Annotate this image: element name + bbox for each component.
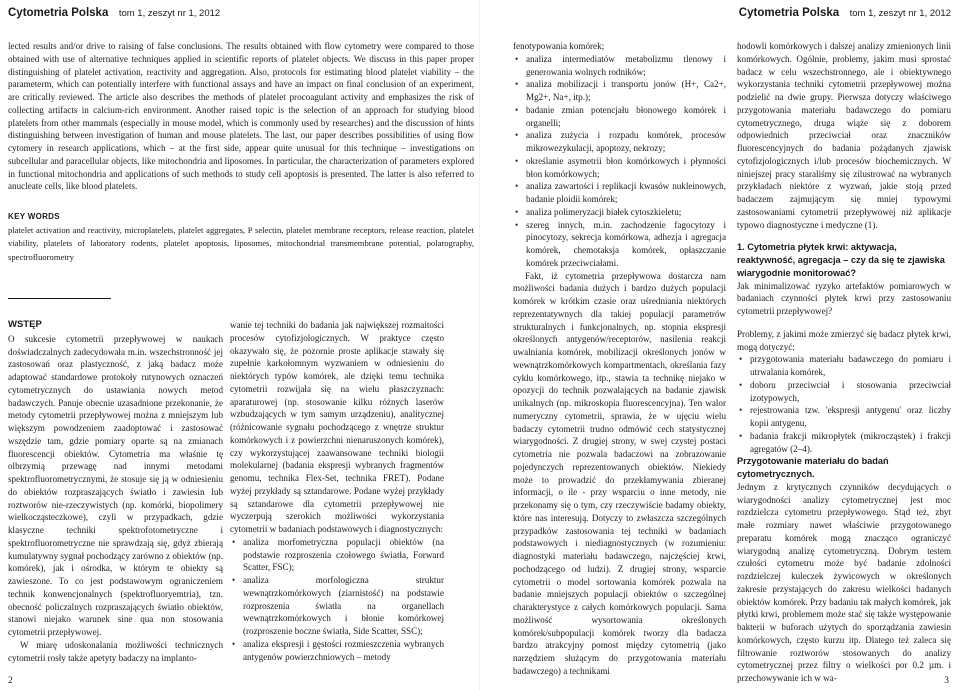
list-item: • określanie asymetrii błon komórkowych i płynności błon komórkowych;: [513, 155, 726, 181]
list-item: • analiza zużycia i rozpadu komórek, procesów mikrowezykulacji, apoptozy, nekrozy;: [513, 129, 726, 155]
running-header-right: [739, 3, 951, 25]
list-item: • szereg innych, m.in. zachodzenie fagocytozy i pinocytozy, sekrecja komórkowa, adhezja i agregacja komórek, chemotaksja komórek, opłaszczanie komórek przeciwciałami.: [513, 219, 726, 270]
left-page: [0, 0, 479, 690]
body-column-3: [513, 40, 726, 678]
list-item: • analiza ekspresji i gęstości rozmieszczenia wybranych antygenów powierzchniowych – metody: [230, 638, 444, 664]
list-lead: fenotypowania komórek;: [513, 41, 605, 51]
issue-info: tom 1, zeszyt nr 1, 2012: [849, 8, 951, 19]
bullet-list: [230, 536, 444, 664]
body-paragraph: Fakt, iż cytometria przepływowa dostarcza nam możliwości badania dużych i bardzo dużych populacji komórek w krótkim czasie oraz uśredniania niektórych reprezentatywnych dla takiej populacji parametrów strukturalnych i funkcjonalnych, np. stopnia ekspresji określonych antygenów/receptorów, nasilenia reakcji uwalniania komórek, mobilizacji określonych jonów w wewnątrzkomórkowych kompartmentach, określania fazy cyklu komórkowego, itp., stawia ta technikę niejako w opozycji do technik pozwalających na badanie zjawisk unikalnych (np. mikroskopia fluorescencyjna). Ten walor numeryczny cytometrii, sprawia, że w ujęciu wielu badaczy cytometrii trudno odmówić cech statystycznej wiarygodności. Z drugiej strony, w swej czystej postaci cytometria nie pozwala badaczowi na zobrazowanie pojedynczych reprezentowanych obiektów. Niekiedy może to prowadzić do przekłamywania zbieranej informacji, o ile - przy wsparciu o inne metody, nie przekonamy się o tym, czy rzeczywiście badamy obiekty, które nas interesują. Dotyczy to zwłaszcza szczególnych przypadków zastosowania tej techniki w badaniach podstawowych i niediagnostycznych (w rozumieniu: diagnostyki materiału badawczego, najczęściej krwi, pochodzącego od ludzi). Z drugiej strony, wsparcie cytometrii o model sortowania komórek pozwala na badanie mniejszych populacji obiektów o szczególnej charakterystyce z całych komórkowych populacji. Sama możliwość wysortowania określonych komórek/subpopulacji komórek tworzy dla badacza bardzo atrakcyjny pomost między cytometrią (jako narzędziem służącym do przygotowania materiału badawczego) a technikami: [513, 270, 726, 676]
bullet-list: [737, 353, 951, 455]
list-item: • analiza morfologiczna struktur wewnątrzkomórkowych (ziarnistość) na podstawie rozproszenia światła na organellach wewnątrzkomórkowych i błonie komórkowej (rozproszenie boczne światła, Side Scatter, SSC);: [230, 574, 444, 638]
body-paragraph: wanie tej techniki do badania jak największej rozmaitości procesów cytofizjologicznych. W praktyce często okazywało się, że pozornie proste aplikacje stawały się zupełnie karkołomnym wyzwaniem w odniesieniu do niektórych typów komórek, ale dzięki temu technika cytometrii rozwijała się na wielu płaszczyznach: aparaturowej (np. stosowanie kilku różnych laserów wzbudzających w tym samym urządzeniu), analitycznej (różnicowanie sygnału pochodzącego z wnętrze struktur komórkowych i z powierzchni nienaruszonych komórek), czy wykorzystującej zaawansowane techniki biologii molekularnej (badania ekspresji wybranych fragmentów genomu, technika Flex-Set, technika FRET). Podane wyżej przykłady są sztandarowe. Podane wyżej przykłady są sztandarowe dla cytometrii przepływowej nie wyczerpują szerokich możliwości wykorzystania cytometrii w badaniach podstawowych i diagnostycznych:: [230, 320, 444, 534]
keywords-text: platelet activation and reactivity, microplatelets, platelet aggregates, P selectin, platelet membrane receptors, release reaction, platelet viability, platelets of laboratory rodents, platelet apoptosis, liposomes, mitochondrial transmembrane potential, polarography, spectrofluorometry: [8, 225, 474, 262]
section-divider: [8, 298, 111, 299]
list-item: • przygotowania materiału badawczego do pomiaru i utrwalania komórek,: [737, 353, 951, 379]
body-paragraph: Jednym z krytycznych czynników decydujących o wiarygodności analizy cytometrycznej jest moc rozdzielcza cytometru przepływowego. Stąd też, zbyt małe rozmiary nawet właściwie przygotowanego preparatu komórek mogą znacząco ograniczyć wiarygodną analizę cytometryczną. Dobrym testem czułości cytometru może być badanie zdolności rozdzielczej kuleczek żywicowych w określonych zakresie przystających do zakresu wielkości badanych obiektów komórek. Przy badaniu tak małych komórek, jak płytki krwi, problemem może stać się także występowanie bakterii w buforach użytych do sporządzania zawiesin komórkowych, często kurzu itp. Dlatego też zaleca się filtrowanie roztworów stosowanych do analizy cytometrycznej przez filtry o wielkości por 0.2 µm. i przechowywanie ich w wa-: [737, 481, 951, 683]
section-heading-1: 1. Cytometria płytek krwi: aktywacja, reaktywność, agregacja – czy da się te zjawiska wiarygodnie monitorować?: [737, 242, 945, 278]
list-item: • badanie zmian potencjału błonowego komórek i organelli;: [513, 104, 726, 130]
list-item: • analiza mobilizacji i transportu jonów (H+, Ca2+, Mg2+, Na+, itp.);: [513, 78, 726, 104]
abstract: [8, 40, 474, 193]
journal-title: Cytometria Polska: [738, 7, 840, 19]
body-column-1: [8, 319, 223, 664]
bullet-list: [513, 53, 726, 270]
page-number-left: 2: [8, 676, 13, 686]
page-number-right: 3: [944, 676, 949, 686]
right-page: [480, 0, 959, 690]
list-item: • analiza zawartości i replikacji kwasów nukleinowych, badanie ploidii komórek;: [513, 180, 726, 206]
section-heading-2: Przygotowanie materiału do badań cytometrycznych.: [737, 456, 889, 479]
body-paragraph: O sukcesie cytometrii przepływowej w naukach doświadczalnych zadecydowała m.in. wszechstronność jej zastosowań oraz plastyczność, z jaką badacz może adaptować standardowe protokoły rutynowych oznaczeń cytometrycznych do ustawiania nowych metod badawczych. Panuje obecnie uzasadnione przekonanie, że metody cytometrii przepływowej można z mniejszym lub większym powodzeniem zaadoptować i zastosować wszędzie tam, gdzie pomiary oparte są na zmianach fluorescencji obiektów. Cytometria ma właśnie tę olbrzymią przewagę nad innymi metodami spektrofluorometrycznymi, że stosuje się ją w odniesieniu do obiektów rozpraszających światło i zawiesin lub roztworów nie-rzeczywistych (np. komórki, biopolimery wielkocząsteczkowe), czyli w przypadkach, gdzie klasyczne techniki spektrofotometryczne i spektrofluorometryczne nie sprawdzają się, gdyż zbierają kumulatywny sygnał pochodzący zarówno z obiektów (np. komórek), jak i ośrodka, w którym te obiekty są zawieszone. To co jest podstawowym ograniczeniem technik konwencjonalnych (spektrofluoryemtria), tzn. obecność policzalnych rozpraszających światło obiektów, stanowi niejako warunek sine qua non stosowania cytometrii przepływowej.: [8, 333, 223, 637]
abstract-paragraph: lected results and/or drive to raising of false conclusions. The results obtained with flow cytometry were compared to those obtained with use of alternative techniques applied in scientific reports of platelet objects. We discuss in this paper proper distinguishing of platelet activation, reactivity and aggregation. Also, protocols for estimating blood platelet viability – the parameterm, which can potentially interfere with functional assays and have an impact on final conclusion of an experiment, are critically reviewed. The article also describes the methods of platelet procoagulant activity and emphasizes the risk of collecting artifacts in calcium-rich environment. Another raised topic is the selection of an approach for studying blood platelets from other mammals (especially in mouse model, which is commonly used by researches) and the discussion of hints distinguishing between investigation of human and mouse platelets. The last, our paper describes possibilities of using flow cytomery in research applications, which – at the first side, appear quite unusual for this technique – investigations on subcellular and paracellular objects, like mitochondria and liposomes. In particular, the characterization of parameters explored in functional mitochondria and applications of such methods to study cell apoptosis is presented. The latter is also referred to anucleate cells, like blood platelets.: [8, 41, 474, 192]
body-paragraph: W miarę udoskonalania możliwości technicznych cytometrii rosły także apetyty badaczy na implanto-: [8, 639, 223, 663]
issue-info: tom 1, zeszyt nr 1, 2012: [118, 8, 221, 19]
body-column-4: [737, 40, 951, 685]
list-item: • doboru przeciwciał i stosowania przeciwciał izotypowych,: [737, 379, 951, 405]
section-heading-wstep: WSTĘP: [8, 319, 42, 330]
running-header-left: [8, 3, 220, 25]
list-item: • badania frakcji mikropłytek (mikrocząstek) i frakcji agregatów (2–4).: [737, 430, 951, 456]
list-item: • rejestrowania tzw. 'ekspresji antygenu' oraz liczby kopii antygenu,: [737, 404, 951, 430]
body-paragraph: Problemy, z jakimi może zmierzyć się badacz płytek krwi, mogą dotyczyć:: [737, 328, 951, 352]
keywords-heading: KEY WORDS: [8, 212, 60, 221]
list-item: • analiza polimeryzacji białek cytoszkieletu;: [513, 206, 726, 219]
list-item: • analiza intermediatów metabolizmu tlenowy i generowania wolnych rodników;: [513, 53, 726, 79]
list-item: • analiza morfometryczna populacji obiektów (na podstawie rozproszenia czołowego światła, Forward Scatter, FSC);: [230, 536, 444, 574]
body-column-2: [230, 319, 444, 663]
body-paragraph: hodowli komórkowych i dalszej analizy zmienionych linii komórkowych. Ogólnie, problemy, jakim musi sprostać badacz w celu wszechstronnego, ale i obiektywnego wykorzystania techniki cytometrii przepływowej można podzielić na dwie grupy. Pierwsza dotyczy właściwego przygotowania materiału badawczego do pomiaru cytometrycznego, druga wiąże się z doborem odpowiednich przeciwciał oraz znaczników fluorescencyjnych do badania pożądanych zjawisk cytofizjologicznych i/lub procesów biochemicznych. W niniejszej pracy staraliśmy się zilustrować na wybranych przykładach niektóre z wyzwań, jakie stoją przed badaczem zajmującym się mniej typowymi zastosowaniami cytometrii przepływowej niż aplikacje typowo diagnostyczne i medyczne (1).: [737, 41, 951, 230]
journal-title: Cytometria Polska: [8, 7, 109, 19]
body-paragraph: Jak minimalizować ryzyko artefaktów pomiarowych w badaniach czynności płytek krwi przy zastosowaniu cytometrii przepływowej?: [737, 280, 951, 316]
